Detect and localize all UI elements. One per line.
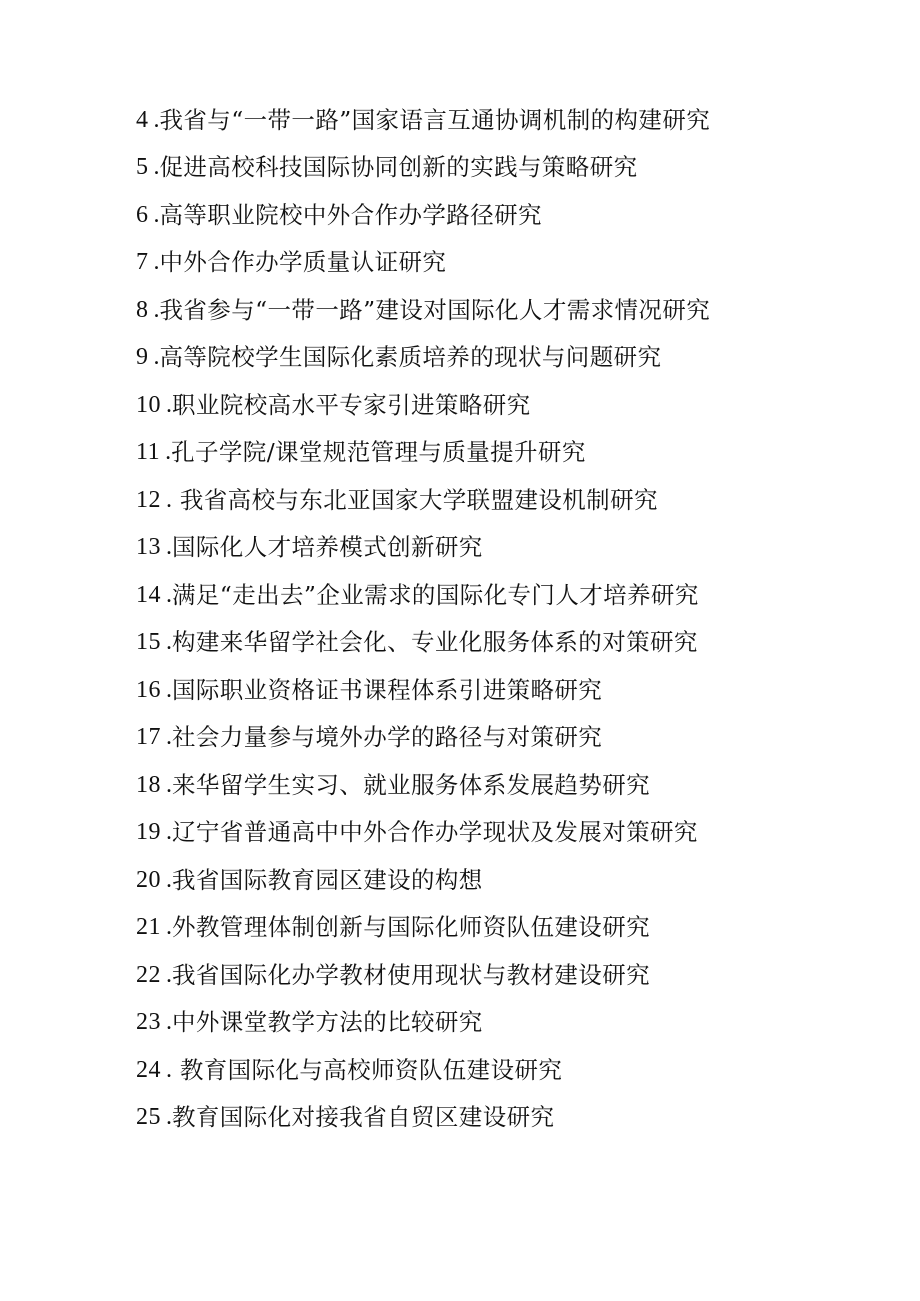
- research-topic-list: [136, 96, 710, 1141]
- list-item: [136, 856, 710, 904]
- topic-title: 我省参与“一带一路”建设对国际化人才需求情况研究: [159, 295, 711, 324]
- list-item: [136, 381, 710, 429]
- topic-title: 来华留学生实习、就业服务体系发展趋势研究: [172, 770, 650, 799]
- topic-title: 国际职业资格证书课程体系引进策略研究: [172, 675, 603, 704]
- topic-number: 10: [136, 391, 161, 418]
- topic-number: 8: [136, 296, 149, 323]
- list-item: [136, 809, 710, 857]
- topic-separator: .: [166, 1056, 172, 1083]
- topic-number: 18: [136, 771, 161, 798]
- list-item: [136, 571, 710, 619]
- topic-number: 4: [136, 106, 149, 133]
- topic-separator: .: [166, 629, 172, 656]
- topic-title: 高等院校学生国际化素质培养的现状与问题研究: [159, 343, 662, 372]
- topic-separator: .: [166, 866, 172, 893]
- list-item: [136, 904, 710, 952]
- topic-separator: .: [153, 154, 160, 181]
- topic-separator: .: [166, 391, 172, 418]
- topic-number: 19: [136, 819, 161, 846]
- topic-number: 25: [136, 1104, 161, 1131]
- topic-separator: .: [166, 961, 172, 988]
- topic-title: 孔子学院/课堂规范管理与质量提升研究: [171, 438, 586, 467]
- topic-separator: .: [166, 771, 172, 798]
- topic-number: 12: [136, 486, 161, 513]
- list-item: [136, 96, 710, 144]
- list-item: [136, 429, 710, 477]
- list-item: [136, 1046, 710, 1094]
- topic-number: 17: [136, 724, 161, 751]
- topic-title: 国际化人才培养模式创新研究: [172, 533, 483, 562]
- topic-number: 5: [136, 154, 149, 181]
- topic-number: 16: [136, 676, 161, 703]
- topic-number: 23: [136, 1009, 161, 1036]
- topic-number: 7: [136, 249, 149, 276]
- topic-number: 13: [136, 534, 161, 561]
- list-item: [136, 286, 710, 334]
- list-item: [136, 144, 710, 192]
- topic-separator: .: [153, 344, 160, 371]
- topic-separator: .: [166, 1009, 172, 1036]
- topic-number: 20: [136, 866, 161, 893]
- topic-title: 教育国际化对接我省自贸区建设研究: [172, 1103, 555, 1132]
- topic-title: 促进高校科技国际协同创新的实践与策略研究: [159, 153, 638, 182]
- topic-title: 我省与“一带一路”国家语言互通协调机制的构建研究: [159, 105, 711, 134]
- list-item: [136, 714, 710, 762]
- topic-title: 中外合作办学质量认证研究: [159, 248, 447, 277]
- topic-number: 24: [136, 1056, 161, 1083]
- list-item: [136, 761, 710, 809]
- topic-title: 高等职业院校中外合作办学路径研究: [159, 200, 542, 229]
- list-item: [136, 666, 710, 714]
- topic-separator: .: [153, 201, 160, 228]
- topic-separator: .: [166, 534, 172, 561]
- topic-number: 22: [136, 961, 161, 988]
- topic-title: 中外课堂教学方法的比较研究: [172, 1008, 483, 1037]
- list-item: [136, 951, 710, 999]
- topic-title: 社会力量参与境外办学的路径与对策研究: [172, 723, 603, 752]
- topic-separator: .: [165, 439, 172, 466]
- list-item: [136, 999, 710, 1047]
- list-item: [136, 191, 710, 239]
- topic-title: 教育国际化与高校师资队伍建设研究: [172, 1055, 563, 1084]
- topic-number: 11: [136, 439, 161, 466]
- topic-title: 满足“走出去”企业需求的国际化专门人才培养研究: [172, 580, 699, 609]
- topic-separator: .: [153, 106, 160, 133]
- topic-title: 职业院校高水平专家引进策略研究: [172, 390, 531, 419]
- list-item: [136, 476, 710, 524]
- list-item: [136, 619, 710, 667]
- topic-separator: .: [166, 724, 172, 751]
- topic-separator: .: [166, 914, 172, 941]
- topic-number: 14: [136, 581, 161, 608]
- topic-title: 我省国际教育园区建设的构想: [172, 865, 483, 894]
- topic-separator: .: [166, 486, 172, 513]
- list-item: [136, 1094, 710, 1142]
- topic-number: 9: [136, 344, 149, 371]
- topic-separator: .: [153, 296, 160, 323]
- topic-separator: .: [166, 676, 172, 703]
- list-item: [136, 239, 710, 287]
- topic-separator: .: [153, 249, 160, 276]
- topic-title: 外教管理体制创新与国际化师资队伍建设研究: [172, 913, 650, 942]
- topic-title: 我省高校与东北亚国家大学联盟建设机制研究: [172, 485, 658, 514]
- topic-title: 我省国际化办学教材使用现状与教材建设研究: [172, 960, 650, 989]
- topic-number: 6: [136, 201, 149, 228]
- topic-number: 15: [136, 629, 161, 656]
- list-item: [136, 334, 710, 382]
- topic-separator: .: [166, 819, 172, 846]
- topic-number: 21: [136, 914, 161, 941]
- topic-title: 构建来华留学社会化、专业化服务体系的对策研究: [172, 628, 698, 657]
- topic-separator: .: [166, 1104, 172, 1131]
- topic-title: 辽宁省普通高中中外合作办学现状及发展对策研究: [172, 818, 698, 847]
- list-item: [136, 524, 710, 572]
- topic-separator: .: [166, 581, 172, 608]
